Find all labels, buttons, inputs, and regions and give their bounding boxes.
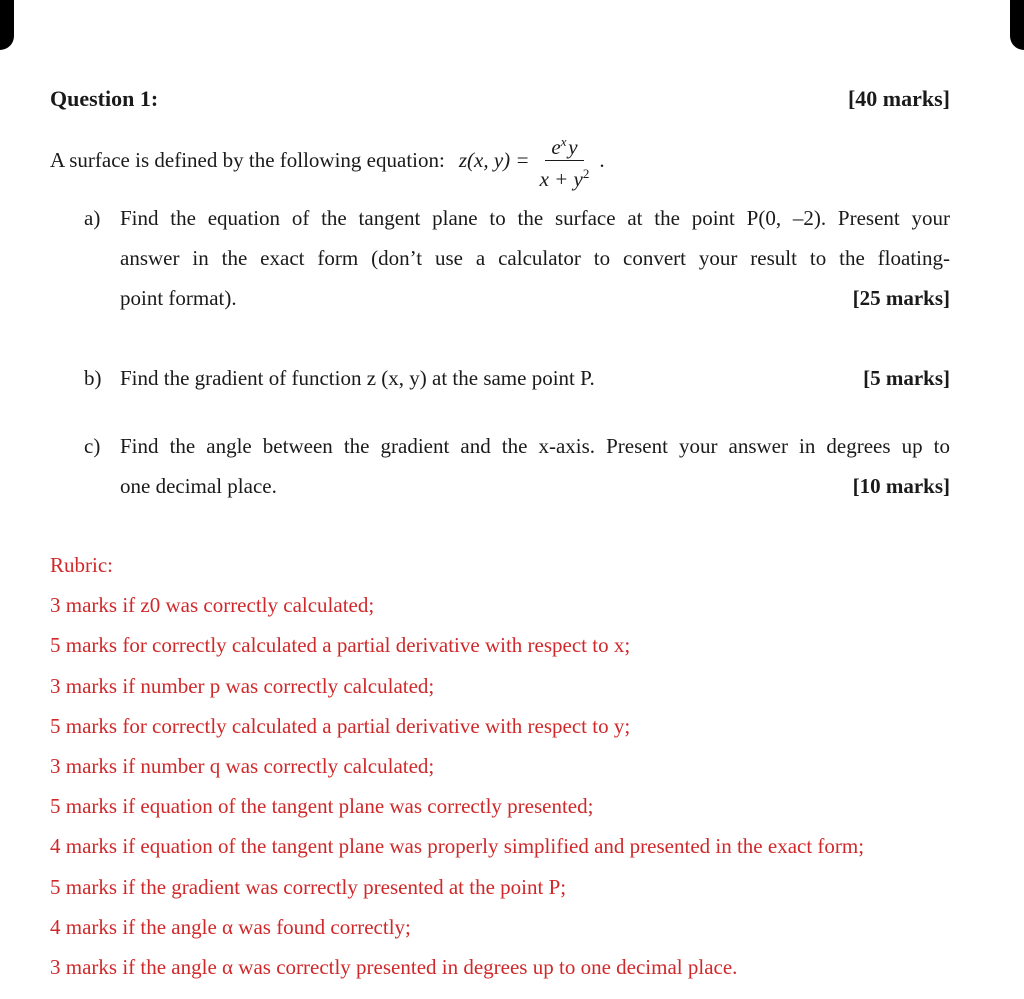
rubric-item: 3 marks if number p was correctly calculated; (50, 673, 435, 698)
rubric-item: 3 marks if the angle α was correctly presented in degrees up to one decimal place. (50, 954, 738, 979)
part-a-line-1: Find the equation of the tangent plane to the surface at the point P(0, –2). Present your (120, 206, 950, 230)
part-a-marks: [25 marks] (852, 286, 950, 310)
part-a-label: a) (84, 206, 101, 230)
rubric-title: Rubric: (50, 553, 113, 577)
rubric-item: 5 marks for correctly calculated a partial derivative with respect to x; (50, 633, 631, 658)
denominator-base: x + y (539, 166, 583, 191)
part-b-line-1 (120, 358, 950, 398)
intro-text: A surface is defined by the following equation: (50, 147, 445, 172)
rubric-item: 5 marks if the gradient was correctly presented at the point P; (50, 874, 567, 899)
part-c-label: c) (84, 434, 101, 458)
rubric-item: 4 marks if equation of the tangent plane was properly simplified and presented in the exact form; (50, 834, 865, 859)
numerator-exponent: x (560, 133, 567, 149)
rubric (50, 545, 1004, 987)
part-b-line-1-text: Find the gradient of function z (x, y) at the same point P. (120, 366, 595, 390)
part-a (84, 198, 950, 318)
part-b-label: b) (84, 366, 102, 390)
numerator-tail: y (568, 134, 578, 159)
equation-denominator (534, 161, 596, 191)
numerator-base: e (551, 134, 561, 159)
part-c-marks: [10 marks] (852, 474, 950, 498)
question-marks: [40 marks] (847, 86, 950, 111)
screen-corner-left (0, 0, 14, 50)
part-c (84, 426, 950, 506)
screen-corner-right (1010, 0, 1024, 50)
part-c-line-1: Find the angle between the gradient and the x-axis. Present your answer in degrees up to (120, 434, 950, 458)
part-c-line-2 (120, 466, 950, 506)
equation-fraction (534, 130, 596, 191)
part-a-line-2: answer in the exact form (don’t use a calculator to convert your result to the floating- (120, 246, 950, 270)
surface-equation (459, 130, 605, 191)
part-a-line-3 (120, 278, 950, 318)
question-header (50, 86, 950, 112)
equation-lhs: z(x, y) = (458, 147, 530, 172)
denominator-exponent: 2 (582, 165, 590, 181)
part-b-marks: [5 marks] (863, 366, 950, 390)
rubric-item: 3 marks if z0 was correctly calculated; (50, 593, 375, 618)
part-a-line-3-text: point format). (120, 286, 237, 310)
rubric-item: 5 marks for correctly calculated a partial derivative with respect to y; (50, 713, 631, 738)
part-b (84, 358, 950, 398)
rubric-item: 5 marks if equation of the tangent plane was correctly presented; (50, 794, 594, 819)
question-intro (50, 130, 950, 190)
rubric-item: 4 marks if the angle α was found correctly; (50, 914, 411, 939)
part-c-line-2-text: one decimal place. (120, 474, 277, 498)
equation-end: . (599, 147, 605, 172)
question-title: Question 1: (50, 86, 159, 111)
equation-numerator (545, 130, 583, 161)
rubric-item: 3 marks if number q was correctly calculated; (50, 753, 435, 778)
